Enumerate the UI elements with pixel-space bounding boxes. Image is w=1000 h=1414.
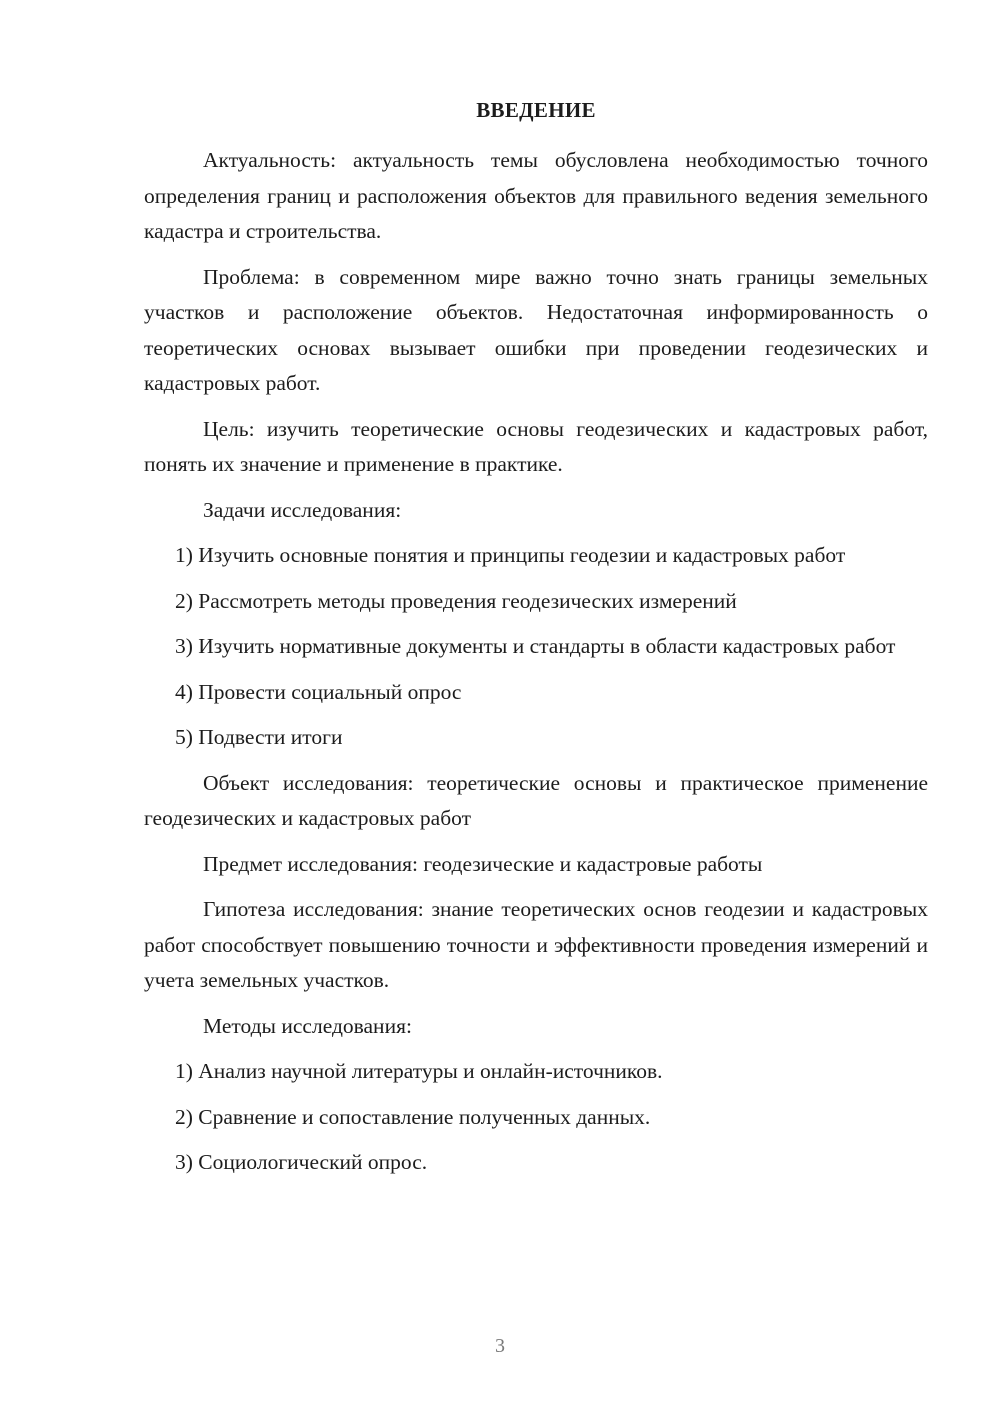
paragraph-tasks-heading: Задачи исследования:: [203, 497, 402, 522]
section-title: ВВЕДЕНИЕ: [476, 98, 596, 122]
paragraph-relevance: Актуальность: актуальность темы обусловлена необходимостью точного определения границ и расположения объектов для правильного ведения земельного кадастра и строительства.: [144, 148, 928, 243]
method-item-3: 3) Социологический опрос.: [175, 1150, 428, 1174]
page-number: 3: [495, 1335, 505, 1357]
paragraph-object: Объект исследования: теоретические основы и практическое применение геодезических и кадастровых работ: [144, 770, 928, 830]
task-item-2: 2) Рассмотреть методы проведения геодезических измерений: [175, 588, 737, 613]
paragraph-methods-heading: Методы исследования:: [203, 1013, 412, 1038]
method-item-2: 2) Сравнение и сопоставление полученных данных.: [175, 1104, 651, 1129]
task-item-1: 1) Изучить основные понятия и принципы геодезии и кадастровых работ: [175, 543, 846, 567]
paragraph-problem: Проблема: в современном мире важно точно знать границы земельных участков и расположение объектов. Недостаточная информированность о теоретических основах вызывает ошибки при проведении геодезических и кадастровых работ.: [144, 264, 928, 395]
paragraph-subject: Предмет исследования: геодезические и кадастровые работы: [203, 851, 763, 876]
task-item-4: 4) Провести социальный опрос: [175, 679, 462, 704]
paragraph-goal: Цель: изучить теоретические основы геодезических и кадастровых работ, понять их значение и применение в практике.: [144, 416, 928, 476]
paragraph-hypothesis: Гипотеза исследования: знание теоретических основ геодезии и кадастровых работ способствует повышению точности и эффективности проведения измерений и учета земельных участков.: [144, 897, 928, 992]
task-item-5: 5) Подвести итоги: [175, 725, 343, 749]
task-item-3: 3) Изучить нормативные документы и стандарты в области кадастровых работ: [175, 634, 896, 658]
method-item-1: 1) Анализ научной литературы и онлайн-источников.: [175, 1059, 663, 1083]
page-content: [144, 96, 928, 1191]
